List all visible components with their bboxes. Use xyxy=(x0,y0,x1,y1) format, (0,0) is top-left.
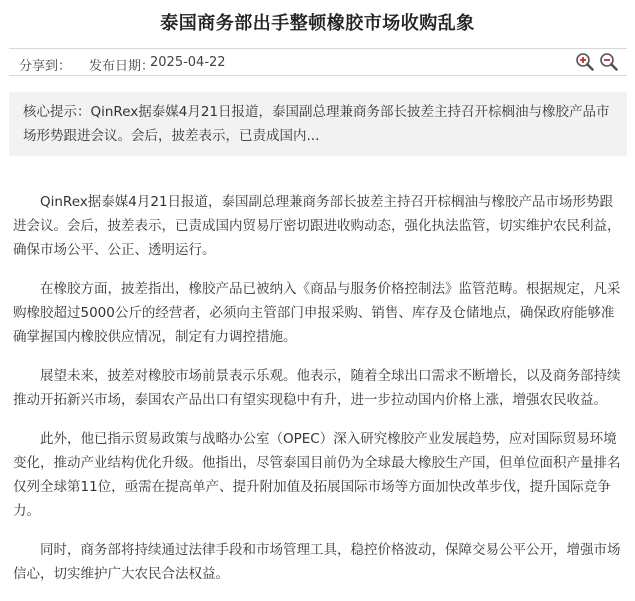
summary-text: QinRex据泰媒4月21日报道，泰国副总理兼商务部长披差主持召开棕榈油与橡胶产品市场形势跟进会议。会后，披差表示，已责成国内... xyxy=(23,104,610,144)
publish-date: 2025-04-22 xyxy=(150,55,226,70)
share-label[interactable]: 分享到： xyxy=(19,59,72,74)
summary-box xyxy=(9,92,627,156)
summary-label: 核心提示： xyxy=(23,104,91,120)
article-title: 泰国商务部出手整顿橡胶市场收购乱象 xyxy=(160,13,475,34)
zoom-out-icon[interactable] xyxy=(599,52,619,72)
article-body xyxy=(13,190,623,601)
meta-bar xyxy=(9,48,627,76)
article-paragraph: 在橡胶方面，披差指出，橡胶产品已被纳入《商品与服务价格控制法》监管范畴。根据规定，凡采购橡胶超过5000公斤的经营者，必须向主管部门申报采购、销售、库存及仓储地点，确保政府能够准确掌握国内橡胶供应情况，制定有力调控措施。 xyxy=(13,281,621,345)
article-paragraph: QinRex据泰媒4月21日报道，泰国副总理兼商务部长披差主持召开棕榈油与橡胶产品市场形势跟进会议。会后，披差表示，已责成国内贸易厅密切跟进收购动态，强化执法监管，切实维护农民利益，确保市场公平、公正、透明运行。 xyxy=(13,194,621,258)
date-label: 发布日期： xyxy=(89,59,155,74)
zoom-in-icon[interactable] xyxy=(575,52,595,72)
article-paragraph: 此外，他已指示贸易政策与战略办公室（OPEC）深入研究橡胶产业发展趋势，应对国际贸易环境变化，推动产业结构优化升级。他指出，尽管泰国目前仍为全球最大橡胶生产国，但单位面积产量排名仅列全球第11位，亟需在提高单产、提升附加值及拓展国际市场等方面加快改革步伐，提升国际竞争力。 xyxy=(13,431,621,519)
article-paragraph: 同时，商务部将持续通过法律手段和市场管理工具，稳控价格波动，保障交易公平公开，增强市场信心，切实维护广大农民合法权益。 xyxy=(13,542,621,582)
article-paragraph: 展望未来，披差对橡胶市场前景表示乐观。他表示，随着全球出口需求不断增长，以及商务部持续推动开拓新兴市场，泰国农产品出口有望实现稳中有升，进一步拉动国内价格上涨，增强农民收益。 xyxy=(13,368,621,408)
